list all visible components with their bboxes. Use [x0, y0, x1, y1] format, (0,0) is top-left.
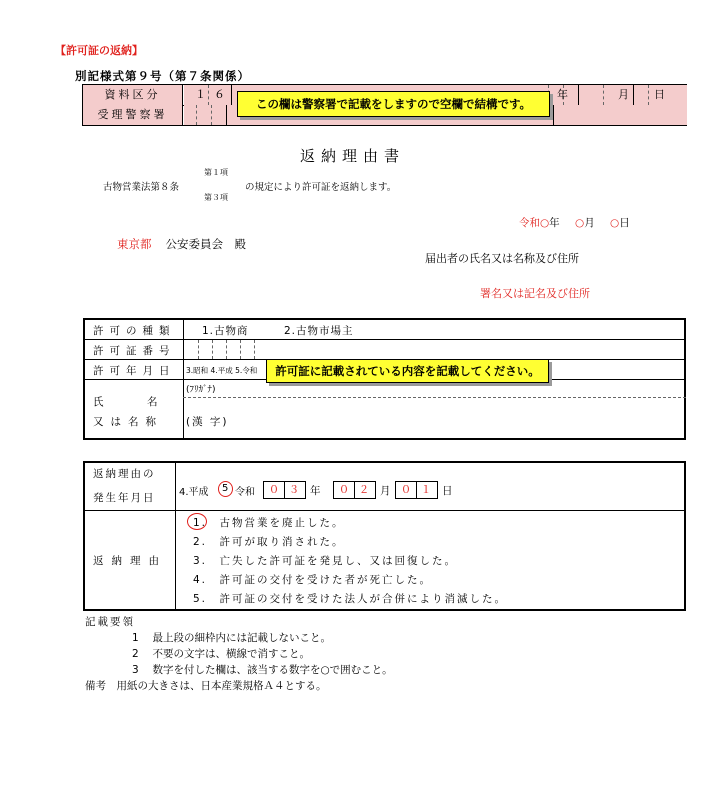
date-mark-month: ○: [575, 217, 585, 229]
name-label-line2: 又は名称: [93, 416, 163, 428]
instructions-title: 記載要領: [85, 616, 135, 628]
clause-3: 第３項: [204, 193, 228, 202]
commission: 公安委員会 殿: [165, 237, 246, 251]
office-month-label: 月: [618, 88, 629, 101]
reason-label: 返納理由: [93, 555, 167, 567]
office-year-label: 年: [557, 88, 568, 101]
instruction-1: 1 最上段の細枠内には記載しないこと。: [132, 632, 332, 644]
permit-callout: 許可証に記載されている内容を記載してください。: [266, 359, 549, 383]
law-prefix: 古物営業法第８条: [103, 182, 180, 193]
permit-date-era: 3.昭和 4.平成 5.令和: [186, 366, 258, 375]
instruction-2: 2 不要の文字は、横線で消すこと。: [132, 648, 311, 660]
day-digit-2: １: [420, 484, 432, 496]
category-label: 資料区分: [83, 85, 183, 105]
reason-item-4: 4. 許可証の交付を受けた者が死亡した。: [193, 574, 433, 586]
year-digit-1: ０: [268, 484, 280, 496]
month-digit-2: ２: [358, 484, 370, 496]
year-digit-2: ３: [288, 484, 300, 496]
station-label: 受理警察署: [83, 105, 183, 125]
furigana-label: (ﾌﾘｶﾞﾅ): [186, 385, 216, 395]
month-digit-box: [333, 481, 376, 499]
occurrence-year-label: 年: [310, 485, 321, 497]
reason-item-3: 3. 亡失した許可証を発見し、又は回復した。: [193, 555, 458, 567]
era-reiwa-number: 5: [222, 483, 229, 494]
remark: 備考 用紙の大きさは、日本産業規格Ａ４とする。: [85, 680, 327, 692]
form-reference: 別記様式第９号（第７条関係）: [75, 69, 250, 83]
name-label-line1: 氏 名: [93, 396, 161, 408]
date-mark-year: ○: [540, 217, 550, 229]
permit-date-label: 許可年月日: [93, 365, 176, 377]
permit-number-label: 許可証番号: [93, 345, 176, 357]
signature-label: 署名又は記名及び住所: [480, 287, 590, 300]
instruction-3: 3 数字を付した欄は、該当する数字を○で囲むこと。: [132, 664, 393, 676]
era-reiwa-circle: [218, 481, 233, 497]
date-day-label: 日: [619, 217, 630, 229]
occurrence-month-label: 月: [380, 485, 391, 497]
occurrence-day-label: 日: [442, 485, 453, 497]
filer-label: 届出者の氏名又は名称及び住所: [425, 252, 579, 265]
permit-type-option-2: 2.古物市場主: [284, 325, 354, 337]
day-digit-box: [395, 481, 438, 499]
era-reiwa: 令和: [519, 217, 540, 229]
kanji-label: (漢 字): [186, 416, 229, 428]
reason-item-1: 1. 古物営業を廃止した。: [193, 517, 345, 529]
office-use-callout: この欄は警察署で記載をしますので空欄で結構です。: [237, 91, 550, 117]
occurrence-label-line1: 返納理由の: [93, 468, 156, 480]
document-title: 返納理由書: [300, 147, 406, 165]
year-digit-box: [263, 481, 306, 499]
reason-item-5: 5. 許可証の交付を受けた法人が合併により消滅した。: [193, 593, 508, 605]
permit-type-label: 許可の種類: [93, 325, 176, 337]
clause-1: 第１項: [204, 168, 228, 177]
prefecture: 東京都: [117, 237, 152, 251]
category-value: １６: [195, 88, 233, 101]
instructions: [85, 614, 393, 694]
date-year-label: 年: [549, 217, 560, 229]
submission-date: [519, 215, 630, 230]
return-reason-table: [83, 461, 686, 611]
addressee: [117, 236, 246, 252]
law-suffix: の規定により許可証を返納します。: [245, 182, 397, 193]
month-digit-1: ０: [338, 484, 350, 496]
reason-item-2: 2. 許可が取り消された。: [193, 536, 345, 548]
permit-type-option-1: 1.古物商: [202, 325, 249, 337]
occurrence-label-line2: 発生年月日: [93, 492, 156, 504]
section-heading: 【許可証の返納】: [55, 44, 143, 57]
era-reiwa-option: 令和: [235, 487, 255, 498]
date-month-label: 月: [584, 217, 595, 229]
era-heisei-option: 4.平成: [179, 487, 209, 498]
day-digit-1: ０: [400, 484, 412, 496]
office-day-label: 日: [654, 88, 665, 101]
date-mark-day: ○: [610, 217, 620, 229]
